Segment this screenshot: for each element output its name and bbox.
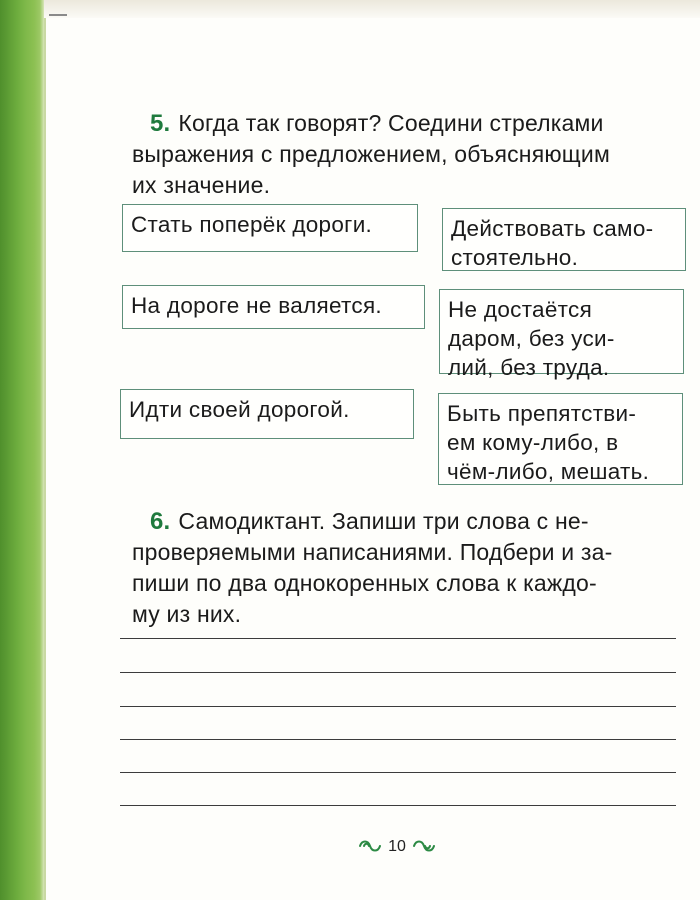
task-6 [132, 506, 688, 630]
corner-mark [49, 14, 67, 16]
meaning-3-line-1: Быть препятстви- [447, 401, 637, 426]
task-6-line-1-text: Самодиктант. Запиши три слова с не- [178, 508, 589, 534]
ornament-left-icon [358, 838, 384, 856]
meaning-1-line-2: стоятельно. [451, 245, 579, 270]
binding-edge [44, 0, 46, 900]
task-6-line-1 [132, 506, 688, 537]
writing-line-2[interactable] [120, 672, 676, 673]
writing-line-3[interactable] [120, 706, 676, 707]
expression-box-1[interactable]: Стать поперёк дороги. [122, 204, 418, 252]
task-5-line-3: их значение. [132, 172, 271, 198]
page-footer [352, 836, 442, 858]
ornament-left-svg [358, 839, 384, 853]
ornament-right-svg [410, 839, 436, 853]
task-5-line-2: выражения с предложением, объясняющим [132, 141, 610, 167]
meaning-1-line-1: Действовать само- [451, 216, 654, 241]
meaning-2-line-3: лий, без труда. [448, 355, 610, 380]
meaning-box-2[interactable] [439, 289, 684, 380]
ornament-right-icon [410, 838, 436, 856]
meaning-3-line-3: чём-либо, мешать. [447, 459, 650, 484]
task-5-number: 5. [150, 110, 171, 137]
writing-line-6[interactable] [120, 805, 676, 806]
expression-box-3[interactable]: Идти своей дорогой. [120, 389, 414, 439]
meaning-2-line-2: даром, без уси- [448, 326, 615, 351]
task-5-line-1 [132, 108, 688, 139]
task-6-line-2: проверяемыми написаниями. Подбери и за- [132, 539, 613, 565]
top-page-shadow [44, 0, 700, 18]
meaning-2-line-1: Не достаётся [448, 297, 593, 322]
writing-line-5[interactable] [120, 772, 676, 773]
green-binding-bar [0, 0, 44, 900]
meaning-box-1[interactable] [442, 208, 686, 271]
task-5-line-1-text: Когда так говорят? Соедини стрелками [178, 110, 604, 136]
task-5 [132, 108, 688, 201]
meaning-3-line-2: ем кому-либо, в [447, 430, 619, 455]
task-6-number: 6. [150, 508, 171, 535]
writing-line-4[interactable] [120, 739, 676, 740]
meaning-box-3[interactable] [438, 393, 683, 485]
page-number: 10 [388, 838, 406, 855]
writing-line-1[interactable] [120, 638, 676, 639]
task-6-line-3: пиши по два однокоренных слова к каждо- [132, 570, 597, 596]
task-6-line-4: му из них. [132, 601, 242, 627]
expression-box-2[interactable]: На дороге не валяется. [122, 285, 425, 329]
